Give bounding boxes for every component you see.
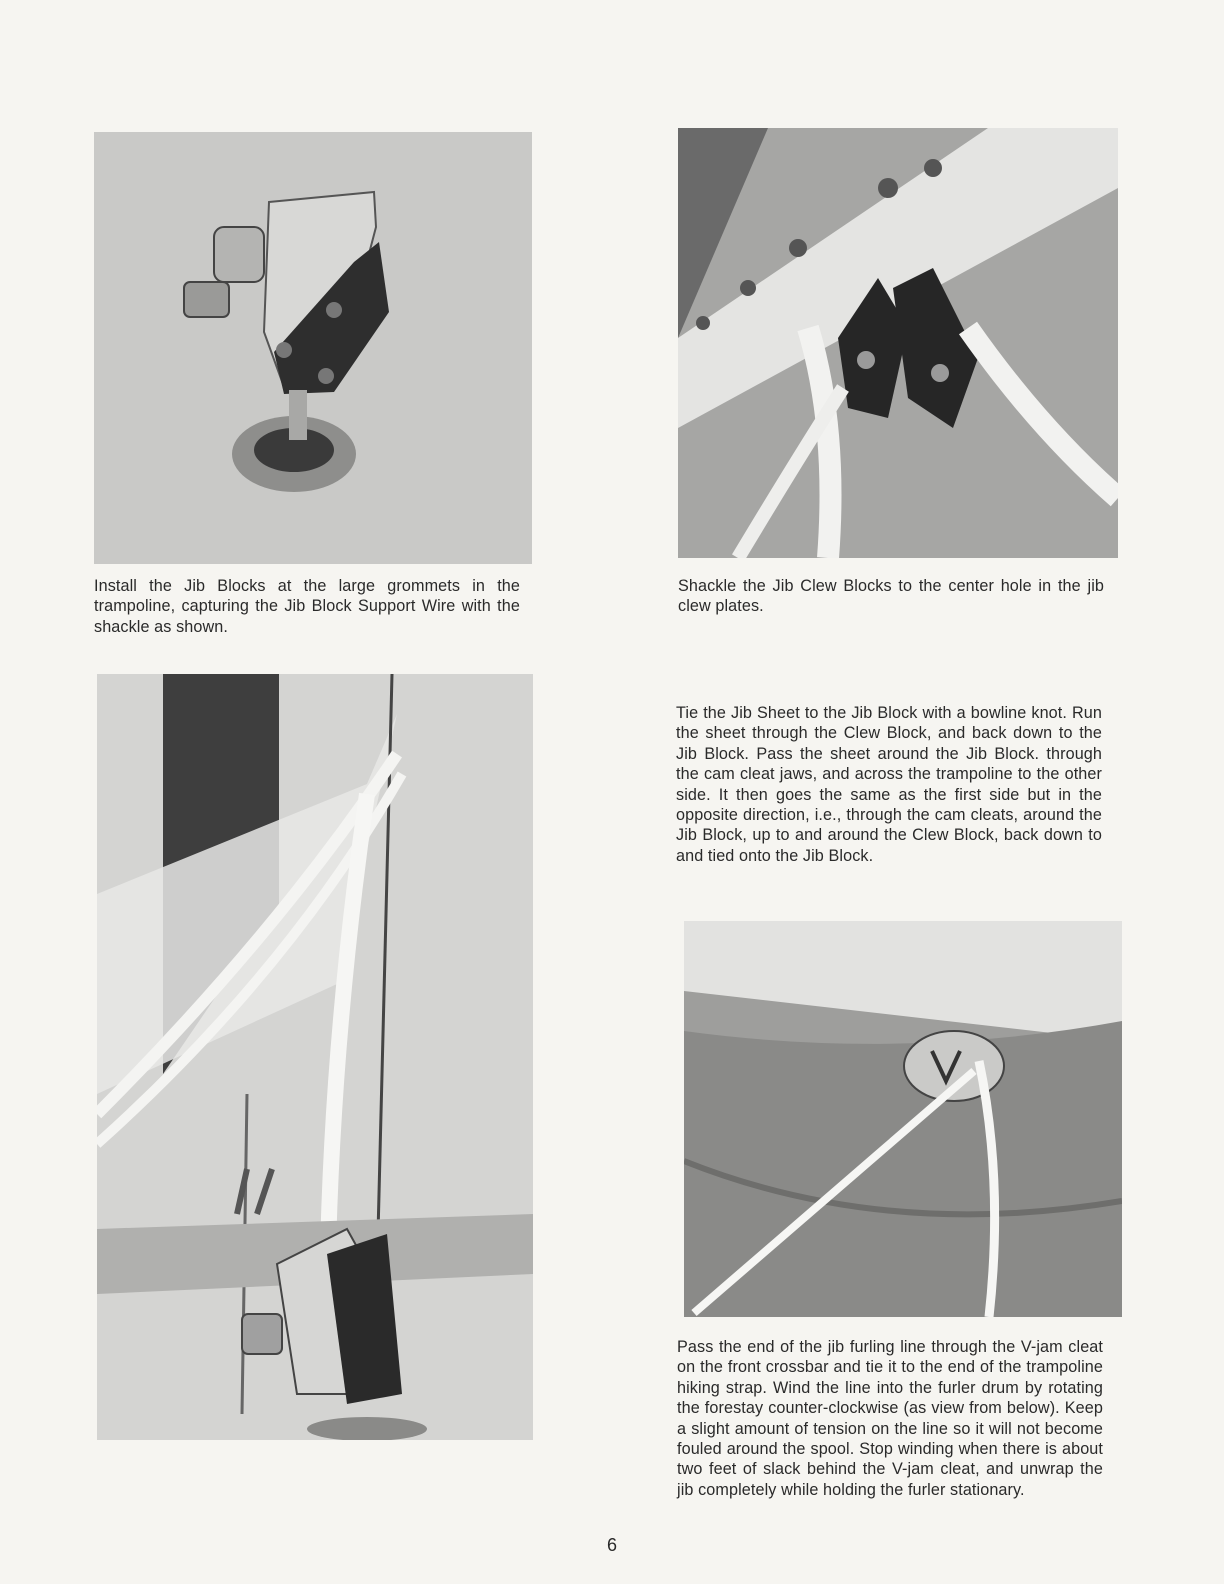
page-number: 6 <box>606 1535 617 1555</box>
photo-v-jam-cleat <box>684 921 1122 1317</box>
caption-jib-sheet: Tie the Jib Sheet to the Jib Block with a bowline knot. Run the sheet through the Clew Block, and back down to the Jib Block. Pass the sheet around the Jib Block. through the cam cleat jaws, and across the trampoline to the other side. It then goes the same as the first side but in the opposite direction, i.e., through the cam cleats, around the Jib Block, up to and around the Clew Block, back down to and tied onto the Jib Block. <box>676 704 1102 865</box>
caption-furling-line: Pass the end of the jib furling line through the V-jam cleat on the front crossbar and tie it to the end of the trampoline hiking strap. Wind the line into the furler drum by rotating the forestay counter-clockwise (as view from below). Keep a slight amount of tension on the line so it will not become fouled around the spool. Stop winding when there is about two feet of slack behind the V-jam cleat, and unwrap the jib completely while holding the furler stationary. <box>677 1338 1103 1499</box>
photo-jib-clew-blocks <box>678 128 1118 558</box>
photo-jib-block-grommet <box>94 132 532 564</box>
photo-jib-sheet-rigging <box>97 674 533 1440</box>
caption-jib-block-install: Install the Jib Blocks at the large grommets in the trampoline, capturing the Jib Block Support Wire with the shackle as shown. <box>94 577 520 636</box>
caption-clew-blocks: Shackle the Jib Clew Blocks to the center hole in the jib clew plates. <box>678 577 1104 616</box>
